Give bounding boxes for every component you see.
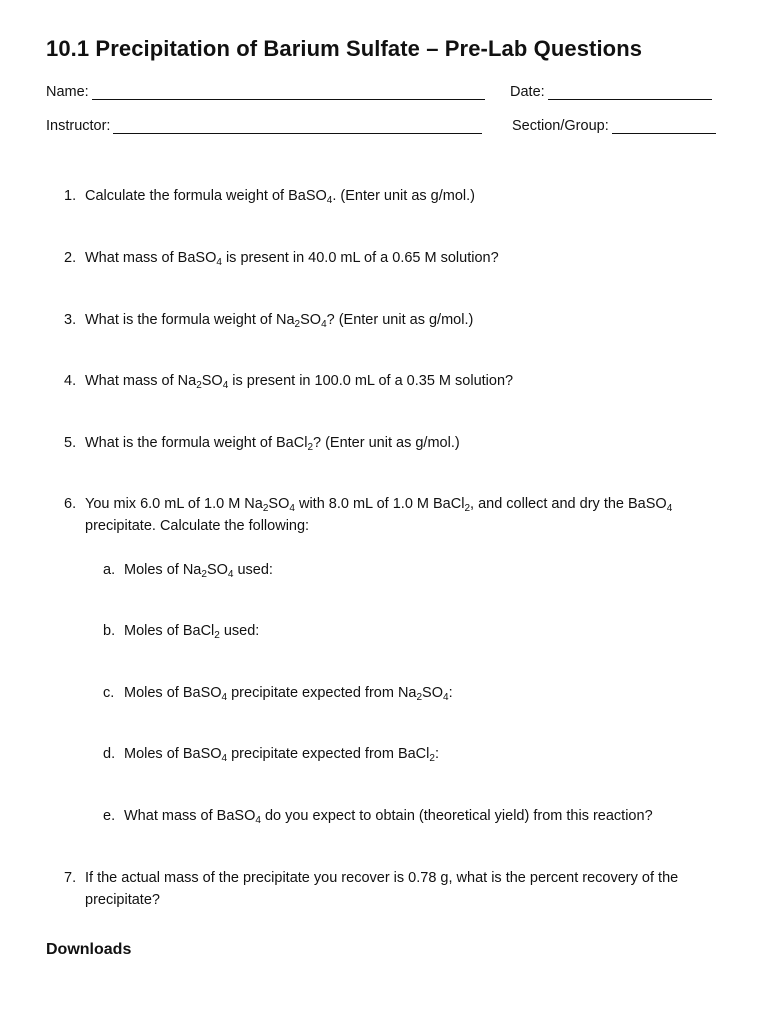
question-number: 7. [64, 870, 77, 886]
question-text: If the actual mass of the precipitate you recover is 0.78 g, what is the percent recovery of the precipitate? [85, 870, 679, 908]
question-1 [64, 185, 475, 207]
subquestion-b [103, 620, 259, 642]
question-text: Calculate the formula weight of BaSO$_4$. (Enter unit as g/mol.) [85, 188, 475, 206]
instructor-blank-line[interactable] [113, 119, 482, 134]
subquestion-letter: a. [103, 562, 116, 578]
downloads-heading[interactable]: Downloads [46, 941, 132, 958]
name-label: Name: [46, 84, 89, 100]
question-4 [64, 370, 513, 392]
subquestion-a [103, 559, 273, 581]
section-label: Section/Group: [512, 118, 609, 134]
question-text: What is the formula weight of $Na_2SO_4$? (Enter unit as g/mol.) [85, 312, 474, 330]
name-field [46, 84, 485, 100]
page-title: 10.1 Precipitation of Barium Sulfate – Pre-Lab Questions [46, 36, 643, 61]
name-blank-line[interactable] [92, 85, 485, 100]
subquestion-text: Moles of BaSO$_4$ precipitate expected from BaCl$_2$: [124, 746, 439, 764]
subquestion-letter: b. [103, 623, 116, 639]
question-6 [64, 493, 685, 537]
subquestion-text: Moles of BaSO$_4$ precipitate expected from $Na_2SO_4$: [124, 685, 453, 703]
question-number: 1. [64, 188, 77, 204]
question-5 [64, 432, 460, 454]
question-text: What is the formula weight of BaCl$_2$? (Enter unit as g/mol.) [85, 435, 460, 453]
section-field [512, 118, 716, 134]
instructor-label: Instructor: [46, 118, 111, 134]
question-number: 2. [64, 250, 77, 266]
subquestion-c [103, 682, 453, 704]
date-blank-line[interactable] [548, 85, 712, 100]
subquestion-text: Moles of BaCl$_2$ used: [124, 623, 260, 641]
question-7 [64, 867, 735, 911]
question-text: You mix 6.0 mL of 1.0 M $Na_2SO_4$ with 8.0 mL of 1.0 M BaCl$_2$, and collect and dry the BaSO$_4$ precipitate. Calculate the following: [85, 496, 673, 534]
date-field [510, 84, 712, 100]
subquestion-letter: c. [103, 685, 115, 701]
question-text: What mass of $Na_2SO_4$ is present in 100.0 mL of a 0.35 M solution? [85, 373, 514, 391]
question-text: What mass of BaSO$_4$ is present in 40.0 mL of a 0.65 M solution? [85, 250, 499, 268]
subquestion-text: Moles of $Na_2SO_4$ used: [124, 562, 273, 580]
subquestion-text: What mass of BaSO$_4$ do you expect to obtain (theoretical yield) from this reaction? [124, 808, 653, 826]
subquestion-e [103, 805, 653, 827]
date-label: Date: [510, 84, 545, 100]
section-blank-line[interactable] [612, 119, 716, 134]
subquestion-letter: d. [103, 746, 116, 762]
question-number: 5. [64, 435, 77, 451]
question-number: 6. [64, 496, 77, 512]
subquestion-letter: e. [103, 808, 116, 824]
instructor-field [46, 118, 482, 134]
subquestion-d [103, 743, 439, 765]
question-2 [64, 247, 499, 269]
question-number: 4. [64, 373, 77, 389]
question-number: 3. [64, 312, 77, 328]
question-3 [64, 309, 473, 331]
